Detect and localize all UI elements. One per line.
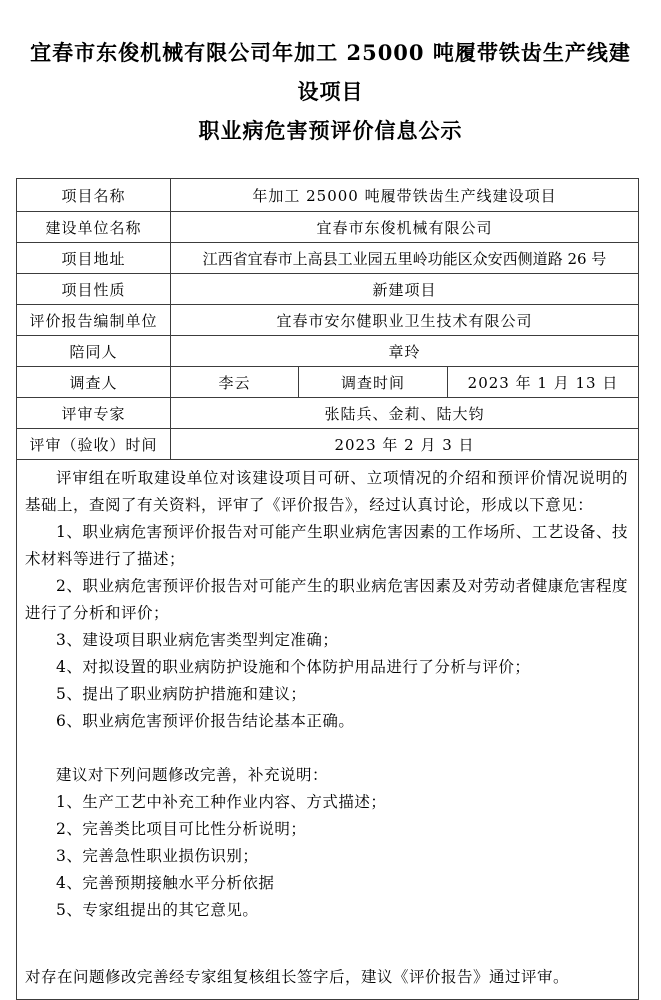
suggestion-item-2: 2、完善类比项目可比性分析说明；	[56, 820, 307, 838]
closing-statement: 对存在问题修改完善经专家组复核组长签字后，建议《评价报告》通过评审。	[25, 968, 570, 986]
document-title	[26, 33, 635, 150]
project-address-value: 江西省宜春市上高县工业园五里岭功能区众安西侧道路 26 号	[171, 243, 639, 274]
project-address-label: 项目地址	[17, 243, 171, 274]
title-line-project: 宜春市东俊机械有限公司年加工 25000 吨履带铁齿生产线建设项目	[30, 40, 631, 104]
builder-name-label: 建设单位名称	[17, 212, 171, 243]
opinion-item-5: 5、提出了职业病防护措施和建议；	[56, 685, 307, 703]
row-investigator	[17, 367, 639, 398]
review-experts-value: 张陆兵、金莉、陆大钧	[171, 398, 639, 429]
report-maker-label: 评价报告编制单位	[17, 305, 171, 336]
investigator-label: 调查人	[17, 367, 171, 398]
opinion-item-4: 4、对拟设置的职业病防护设施和个体防护用品进行了分析与评价；	[56, 658, 531, 676]
suggestion-item-5: 5、专家组提出的其它意见。	[56, 901, 259, 919]
accompany-label: 陪同人	[17, 336, 171, 367]
project-name-value: 年加工 25000 吨履带铁齿生产线建设项目	[171, 179, 639, 212]
opinion-item-1: 1、职业病危害预评价报告对可能产生职业病危害因素的工作场所、工艺设备、技术材料等进行了描述；	[25, 523, 628, 568]
suggestion-intro: 建议对下列问题修改完善，补充说明：	[56, 766, 329, 784]
review-experts-label: 评审专家	[17, 398, 171, 429]
title-line-notice: 职业病危害预评价信息公示	[198, 118, 463, 143]
builder-name-value: 宜春市东俊机械有限公司	[171, 212, 639, 243]
investigate-time-label: 调查时间	[299, 367, 448, 398]
opinion-intro: 评审组在听取建设单位对该建设项目可研、立项情况的介绍和预评价情况说明的基础上，查阅了有关资料，评审了《评价报告》，经过认真讨论，形成以下意见：	[25, 469, 628, 514]
row-report-maker	[17, 305, 639, 336]
opinion-item-3: 3、建设项目职业病危害类型判定准确；	[56, 631, 339, 649]
review-time-label: 评审（验收）时间	[17, 429, 171, 460]
row-review-time	[17, 429, 639, 460]
suggestion-item-1: 1、生产工艺中补充工种作业内容、方式描述；	[56, 793, 387, 811]
row-review-opinion	[17, 460, 639, 1000]
suggestion-item-3: 3、完善急性职业损伤识别；	[56, 847, 259, 865]
document-page	[0, 33, 661, 986]
opinion-item-6: 6、职业病危害预评价报告结论基本正确。	[56, 712, 355, 730]
row-review-experts	[17, 398, 639, 429]
row-project-address	[17, 243, 639, 274]
project-name-label: 项目名称	[17, 179, 171, 212]
review-time-value: 2023 年 2 月 3 日	[171, 429, 639, 460]
project-nature-value: 新建项目	[171, 274, 639, 305]
row-project-nature	[17, 274, 639, 305]
row-project-name	[17, 179, 639, 212]
row-accompany	[17, 336, 639, 367]
project-nature-label: 项目性质	[17, 274, 171, 305]
row-builder-name	[17, 212, 639, 243]
review-opinion-cell	[17, 460, 639, 1000]
suggestion-item-4: 4、完善预期接触水平分析依据	[56, 874, 275, 892]
investigator-value: 李云	[171, 367, 299, 398]
opinion-item-2: 2、职业病危害预评价报告对可能产生的职业病危害因素及对劳动者健康危害程度进行了分析和评价；	[25, 577, 628, 622]
investigate-time-value: 2023 年 1 月 13 日	[448, 367, 639, 398]
info-table	[16, 178, 639, 1000]
report-maker-value: 宜春市安尔健职业卫生技术有限公司	[171, 305, 639, 336]
accompany-value: 章玲	[171, 336, 639, 367]
